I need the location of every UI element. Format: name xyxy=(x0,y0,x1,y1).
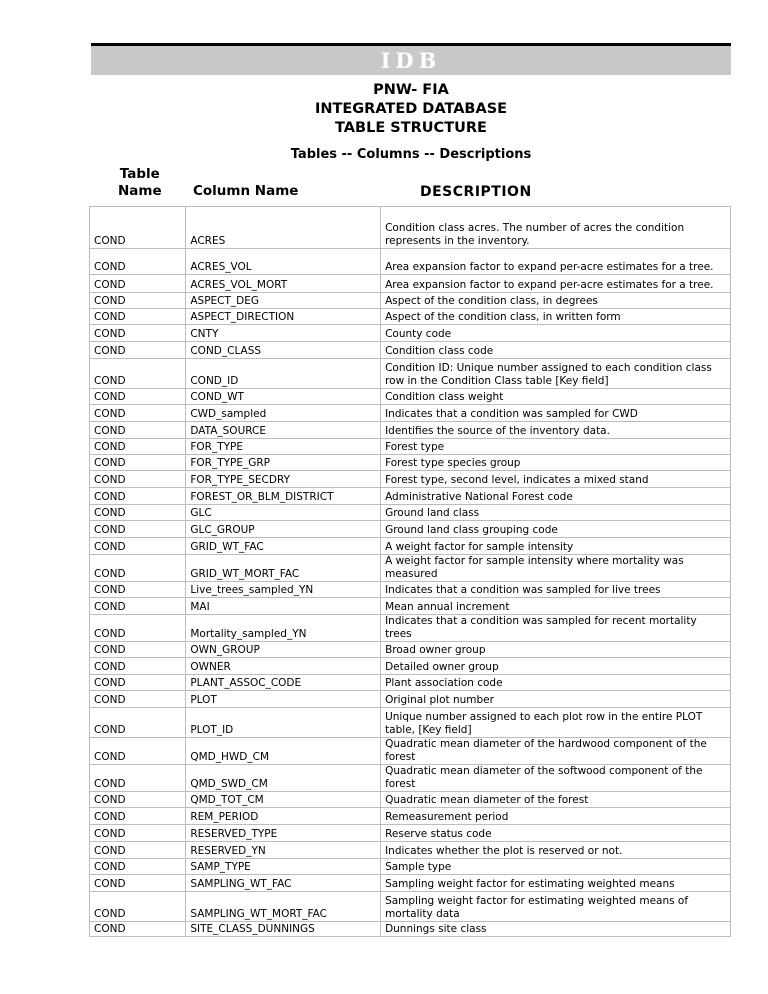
description-cell: Indicates whether the plot is reserved or not. xyxy=(381,842,731,859)
table-row xyxy=(90,708,731,738)
description-header: DESCRIPTION xyxy=(420,184,532,200)
table-row xyxy=(90,842,731,859)
table-name-cell: COND xyxy=(90,582,186,598)
table-name-cell: COND xyxy=(90,325,186,342)
column-name-cell: PLOT_ID xyxy=(186,708,381,738)
table-name-cell: COND xyxy=(90,792,186,808)
table-row xyxy=(90,555,731,582)
table-name-cell: COND xyxy=(90,359,186,389)
column-name-cell: FOR_TYPE xyxy=(186,439,381,455)
table-row xyxy=(90,825,731,842)
description-cell: Aspect of the condition class, in written form xyxy=(381,309,731,325)
table-name-cell: COND xyxy=(90,439,186,455)
table-name-cell: COND xyxy=(90,765,186,792)
table-name-cell: COND xyxy=(90,892,186,922)
document-title xyxy=(91,81,731,138)
column-name-cell: GRID_WT_FAC xyxy=(186,538,381,555)
table-row xyxy=(90,521,731,538)
table-name-cell: COND xyxy=(90,389,186,405)
table-name-cell: COND xyxy=(90,859,186,875)
table-row xyxy=(90,642,731,658)
table-row xyxy=(90,325,731,342)
column-name-cell: ASPECT_DIRECTION xyxy=(186,309,381,325)
title-line-2: INTEGRATED DATABASE xyxy=(314,101,508,117)
title-line-3: TABLE STRUCTURE xyxy=(335,120,487,136)
table-row xyxy=(90,675,731,691)
column-name-cell: OWN_GROUP xyxy=(186,642,381,658)
table-row xyxy=(90,488,731,505)
table-name-cell: COND xyxy=(90,808,186,825)
table-row xyxy=(90,505,731,521)
description-cell: Sampling weight factor for estimating weighted means xyxy=(381,875,731,892)
description-cell: Original plot number xyxy=(381,691,731,708)
table-name-cell: COND xyxy=(90,405,186,422)
table-row xyxy=(90,538,731,555)
table-row xyxy=(90,582,731,598)
column-name-cell: PLOT xyxy=(186,691,381,708)
column-name-cell: QMD_TOT_CM xyxy=(186,792,381,808)
column-name-cell: ACRES_VOL_MORT xyxy=(186,275,381,293)
table-row xyxy=(90,275,731,293)
table-name-cell: COND xyxy=(90,538,186,555)
table-row xyxy=(90,892,731,922)
description-cell: Quadratic mean diameter of the forest xyxy=(381,792,731,808)
table-row xyxy=(90,691,731,708)
description-cell: Indicates that a condition was sampled for live trees xyxy=(381,582,731,598)
table-name-cell: COND xyxy=(90,207,186,249)
description-cell: Ground land class xyxy=(381,505,731,521)
description-cell: Quadratic mean diameter of the softwood component of the forest xyxy=(381,765,731,792)
table-name-cell: COND xyxy=(90,342,186,359)
table-name-cell: COND xyxy=(90,488,186,505)
description-cell: Mean annual increment xyxy=(381,598,731,615)
column-name-cell: RESERVED_TYPE xyxy=(186,825,381,842)
column-name-cell: OWNER xyxy=(186,658,381,675)
description-cell: Aspect of the condition class, in degrees xyxy=(381,293,731,309)
table-row xyxy=(90,389,731,405)
description-cell: Area expansion factor to expand per-acre estimates for a tree. xyxy=(381,275,731,293)
description-cell: Administrative National Forest code xyxy=(381,488,731,505)
table-row xyxy=(90,342,731,359)
column-name-cell: FOREST_OR_BLM_DISTRICT xyxy=(186,488,381,505)
table-row xyxy=(90,471,731,488)
table-row xyxy=(90,765,731,792)
table-name-cell: COND xyxy=(90,598,186,615)
table-row xyxy=(90,249,731,275)
column-name-cell: COND_CLASS xyxy=(186,342,381,359)
column-name-cell: FOR_TYPE_SECDRY xyxy=(186,471,381,488)
table-name-cell: COND xyxy=(90,615,186,642)
description-cell: Condition ID: Unique number assigned to each condition class row in the Condition Class table [Key field] xyxy=(381,359,731,389)
column-name-cell: FOR_TYPE_GRP xyxy=(186,455,381,471)
table-name-cell: COND xyxy=(90,309,186,325)
table-row xyxy=(90,309,731,325)
table-name-cell: COND xyxy=(90,922,186,937)
description-cell: Condition class code xyxy=(381,342,731,359)
column-name-cell: REM_PERIOD xyxy=(186,808,381,825)
table-name-cell: COND xyxy=(90,658,186,675)
column-name-cell: GRID_WT_MORT_FAC xyxy=(186,555,381,582)
table-name-header xyxy=(118,166,162,200)
description-cell: Ground land class grouping code xyxy=(381,521,731,538)
table-name-cell: COND xyxy=(90,505,186,521)
column-name-cell: CNTY xyxy=(186,325,381,342)
table-name-header-line1: Table xyxy=(119,166,160,182)
table-name-cell: COND xyxy=(90,521,186,538)
description-cell: A weight factor for sample intensity xyxy=(381,538,731,555)
table-name-cell: COND xyxy=(90,422,186,439)
table-name-cell: COND xyxy=(90,471,186,488)
column-name-cell: DATA_SOURCE xyxy=(186,422,381,439)
description-cell: A weight factor for sample intensity where mortality was measured xyxy=(381,555,731,582)
column-name-cell: SITE_CLASS_DUNNINGS xyxy=(186,922,381,937)
table-name-cell: COND xyxy=(90,842,186,859)
table-row xyxy=(90,405,731,422)
table-name-cell: COND xyxy=(90,293,186,309)
description-cell: Area expansion factor to expand per-acre estimates for a tree. xyxy=(381,249,731,275)
table-row xyxy=(90,207,731,249)
description-cell: County code xyxy=(381,325,731,342)
description-cell: Dunnings site class xyxy=(381,922,731,937)
table-name-header-line2: Name xyxy=(118,183,162,199)
column-name-cell: GLC xyxy=(186,505,381,521)
table-row xyxy=(90,808,731,825)
title-line-1: PNW- FIA xyxy=(373,82,449,98)
description-cell: Forest type xyxy=(381,439,731,455)
table-row xyxy=(90,658,731,675)
column-name-cell: MAI xyxy=(186,598,381,615)
banner-title: IDB xyxy=(380,48,442,73)
description-cell: Indicates that a condition was sampled for recent mortality trees xyxy=(381,615,731,642)
table-name-cell: COND xyxy=(90,738,186,765)
table-row xyxy=(90,422,731,439)
description-cell: Condition class weight xyxy=(381,389,731,405)
description-cell: Condition class acres. The number of acres the condition represents in the inventory. xyxy=(381,207,731,249)
table-row xyxy=(90,615,731,642)
column-name-cell: CWD_sampled xyxy=(186,405,381,422)
column-name-cell: Live_trees_sampled_YN xyxy=(186,582,381,598)
description-cell: Reserve status code xyxy=(381,825,731,842)
description-cell: Sampling weight factor for estimating weighted means of mortality data xyxy=(381,892,731,922)
table-name-cell: COND xyxy=(90,455,186,471)
table-name-cell: COND xyxy=(90,708,186,738)
column-name-cell: QMD_SWD_CM xyxy=(186,765,381,792)
description-cell: Broad owner group xyxy=(381,642,731,658)
table-row xyxy=(90,792,731,808)
description-cell: Indicates that a condition was sampled for CWD xyxy=(381,405,731,422)
table-name-cell: COND xyxy=(90,275,186,293)
description-cell: Quadratic mean diameter of the hardwood component of the forest xyxy=(381,738,731,765)
column-name-cell: QMD_HWD_CM xyxy=(186,738,381,765)
description-cell: Forest type species group xyxy=(381,455,731,471)
description-cell: Detailed owner group xyxy=(381,658,731,675)
table-name-cell: COND xyxy=(90,675,186,691)
structure-table-body xyxy=(90,207,731,937)
column-name-cell: COND_ID xyxy=(186,359,381,389)
column-name-cell: SAMP_TYPE xyxy=(186,859,381,875)
column-name-cell: COND_WT xyxy=(186,389,381,405)
table-name-cell: COND xyxy=(90,642,186,658)
table-row xyxy=(90,293,731,309)
column-name-cell: RESERVED_YN xyxy=(186,842,381,859)
column-name-cell: ACRES xyxy=(186,207,381,249)
column-name-cell: SAMPLING_WT_MORT_FAC xyxy=(186,892,381,922)
table-name-cell: COND xyxy=(90,555,186,582)
table-name-cell: COND xyxy=(90,249,186,275)
document-subtitle: Tables -- Columns -- Descriptions xyxy=(290,147,532,162)
column-name-cell: ACRES_VOL xyxy=(186,249,381,275)
description-cell: Sample type xyxy=(381,859,731,875)
table-name-cell: COND xyxy=(90,691,186,708)
table-row xyxy=(90,875,731,892)
column-name-cell: ASPECT_DEG xyxy=(186,293,381,309)
structure-table xyxy=(89,206,731,937)
table-row xyxy=(90,859,731,875)
column-name-cell: GLC_GROUP xyxy=(186,521,381,538)
description-cell: Remeasurement period xyxy=(381,808,731,825)
table-row xyxy=(90,598,731,615)
column-name-cell: Mortality_sampled_YN xyxy=(186,615,381,642)
description-cell: Unique number assigned to each plot row in the entire PLOT table, [Key field] xyxy=(381,708,731,738)
idb-banner xyxy=(91,43,731,75)
table-row xyxy=(90,455,731,471)
description-cell: Identifies the source of the inventory data. xyxy=(381,422,731,439)
description-cell: Forest type, second level, indicates a mixed stand xyxy=(381,471,731,488)
table-row xyxy=(90,359,731,389)
column-name-cell: PLANT_ASSOC_CODE xyxy=(186,675,381,691)
column-name-cell: SAMPLING_WT_FAC xyxy=(186,875,381,892)
description-cell: Plant association code xyxy=(381,675,731,691)
table-row xyxy=(90,439,731,455)
table-name-cell: COND xyxy=(90,875,186,892)
column-name-header: Column Name xyxy=(193,183,299,199)
table-row xyxy=(90,738,731,765)
table-row xyxy=(90,922,731,937)
table-name-cell: COND xyxy=(90,825,186,842)
